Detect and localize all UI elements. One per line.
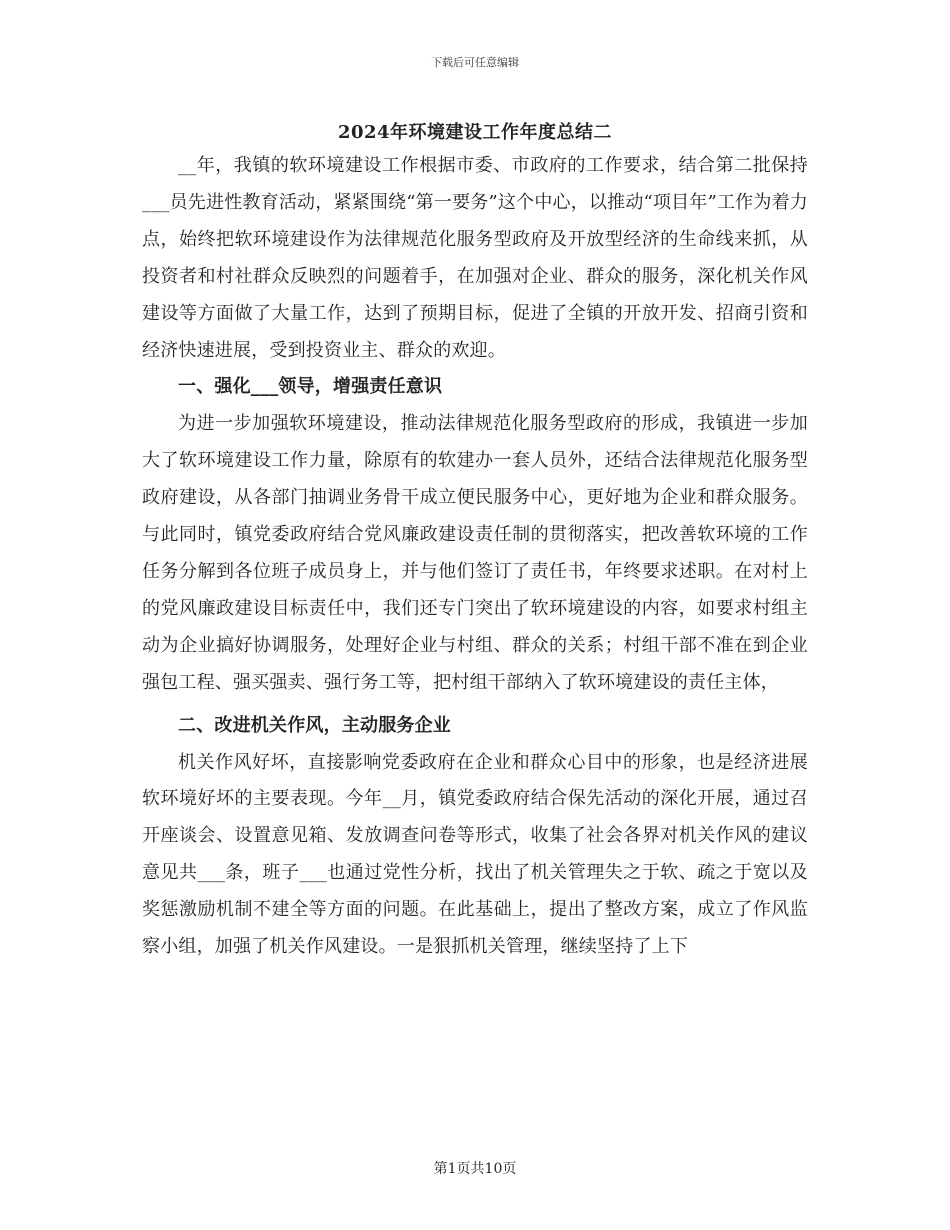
section1-paragraph: 为进一步加强软环境建设，推动法律规范化服务型政府的形成，我镇进一步加大了软环境建设工作力量，除原有的软建办一套人员外，还结合法律规范化服务型政府建设，从各部门抽调业务骨干成立便民服务中心，更好地为企业和群众服务。与此同时，镇党委政府结合党风廉政建设责任制的贯彻落实，把改善软环境的工作任务分解到各位班子成员身上，并与他们签订了责任书，年终要求述职。在对村上的党风廉政建设目标责任中，我们还专门突出了软环境建设的内容，如要求村组主动为企业搞好协调服务，处理好企业与村组、群众的关系；村组干部不准在到企业强包工程、强买强卖、强行务工等，把村组干部纳入了软环境建设的责任主体，	[142, 413, 808, 693]
section1-heading: 一、强化___领导，增强责任意识	[178, 376, 443, 398]
section2-heading: 二、改进机关作风，主动服务企业	[178, 714, 451, 736]
document-title: 2024年环境建设工作年度总结二	[337, 122, 613, 143]
header-note: 下载后可任意编辑	[431, 56, 519, 69]
document-body	[142, 148, 808, 966]
intro-paragraph: __年，我镇的软环境建设工作根据市委、市政府的工作要求，结合第二批保持___员先进性教育活动，紧紧围绕“第一要务”这个中心，以推动“项目年”工作为着力点，始终把软环境建设作为法律规范化服务型政府及开放型经济的生命线来抓，从投资者和村社群众反映烈的问题着手，在加强对企业、群众的服务，深化机关作风建设等方面做了大量工作，达到了预期目标，促进了全镇的开放开发、招商引资和经济快速进展，受到投资业主、群众的欢迎。	[142, 155, 808, 361]
page-footer: 第1页共10页	[433, 1161, 517, 1177]
section2-paragraph: 机关作风好坏，直接影响党委政府在企业和群众心目中的形象，也是经济进展软环境好坏的主要表现。今年__月，镇党委政府结合保先活动的深化开展，通过召开座谈会、设置意见箱、发放调查问卷等形式，收集了社会各界对机关作风的建议意见共___条，班子___也通过党性分析，找出了机关管理失之于软、疏之于宽以及奖惩激励机制不建全等方面的问题。在此基础上，提出了整改方案，成立了作风监察小组，加强了机关作风建设。一是狠抓机关管理，继续坚持了上下	[142, 751, 808, 958]
